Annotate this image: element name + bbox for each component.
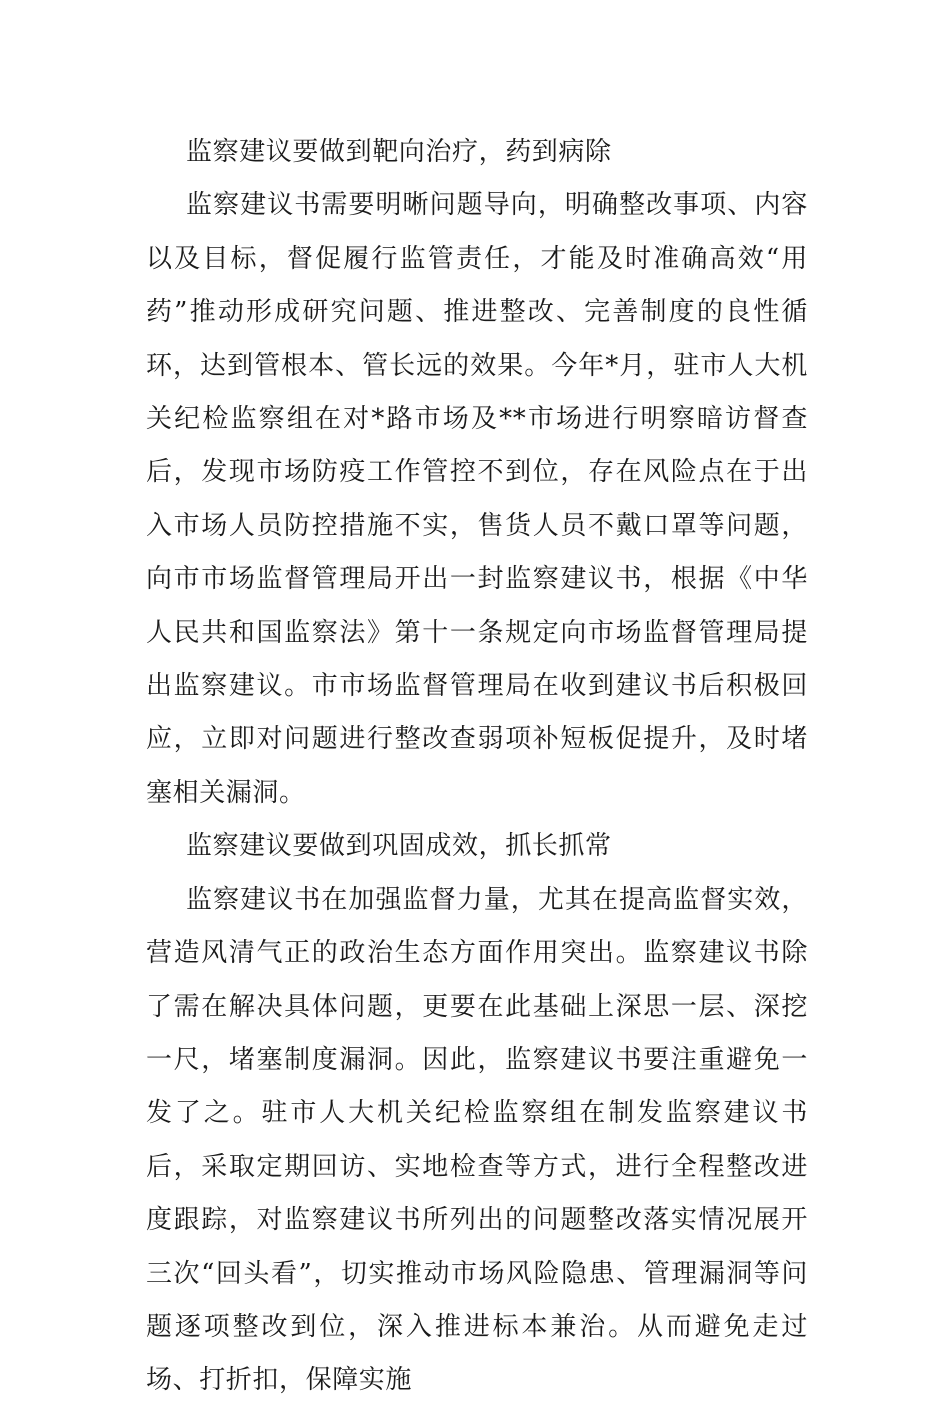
section-paragraph-1: 监察建议书需要明晰问题导向，明确整改事项、内容以及目标，督促履行监管责任，才能及时准确高效“用药”推动形成研究问题、推进整改、完善制度的良性循环，达到管根本、管长远的效果。今年*月，驻市人大机关纪检监察组在对*路市场及**市场进行明察暗访督查后，发现市场防疫工作管控不到位，存在风险点在于出入市场人员防控措施不实，售货人员不戴口罩等问题，向市市场监督管理局开出一封监察建议书，根据《中华人民共和国监察法》第十一条规定向市场监督管理局提出监察建议。市市场监督管理局在收到建议书后积极回应，立即对问题进行整改查弱项补短板促提升，及时堵塞相关漏洞。 [146,190,808,808]
document-body [146,126,808,1408]
section-heading-1: 监察建议要做到靶向治疗，药到病除 [186,137,612,167]
section-heading-2: 监察建议要做到巩固成效，抓长抓常 [186,831,612,862]
section-paragraph-2: 监察建议书在加强监督力量，尤其在提高监督实效，营造风清气正的政治生态方面作用突出。监察建议书除了需在解决具体问题，更要在此基础上深思一层、深挖一尺，堵塞制度漏洞。因此，监察建议书要注重避免一发了之。驻市人大机关纪检监察组在制发监察建议书后，采取定期回访、实地检查等方式，进行全程整改进度跟踪，对监察建议书所列出的问题整改落实情况展开三次“回头看”，切实推动市场风险隐患、管理漏洞等问题逐项整改到位，深入推进标本兼治。从而避免走过场、打折扣，保障实施 [146,884,808,1396]
